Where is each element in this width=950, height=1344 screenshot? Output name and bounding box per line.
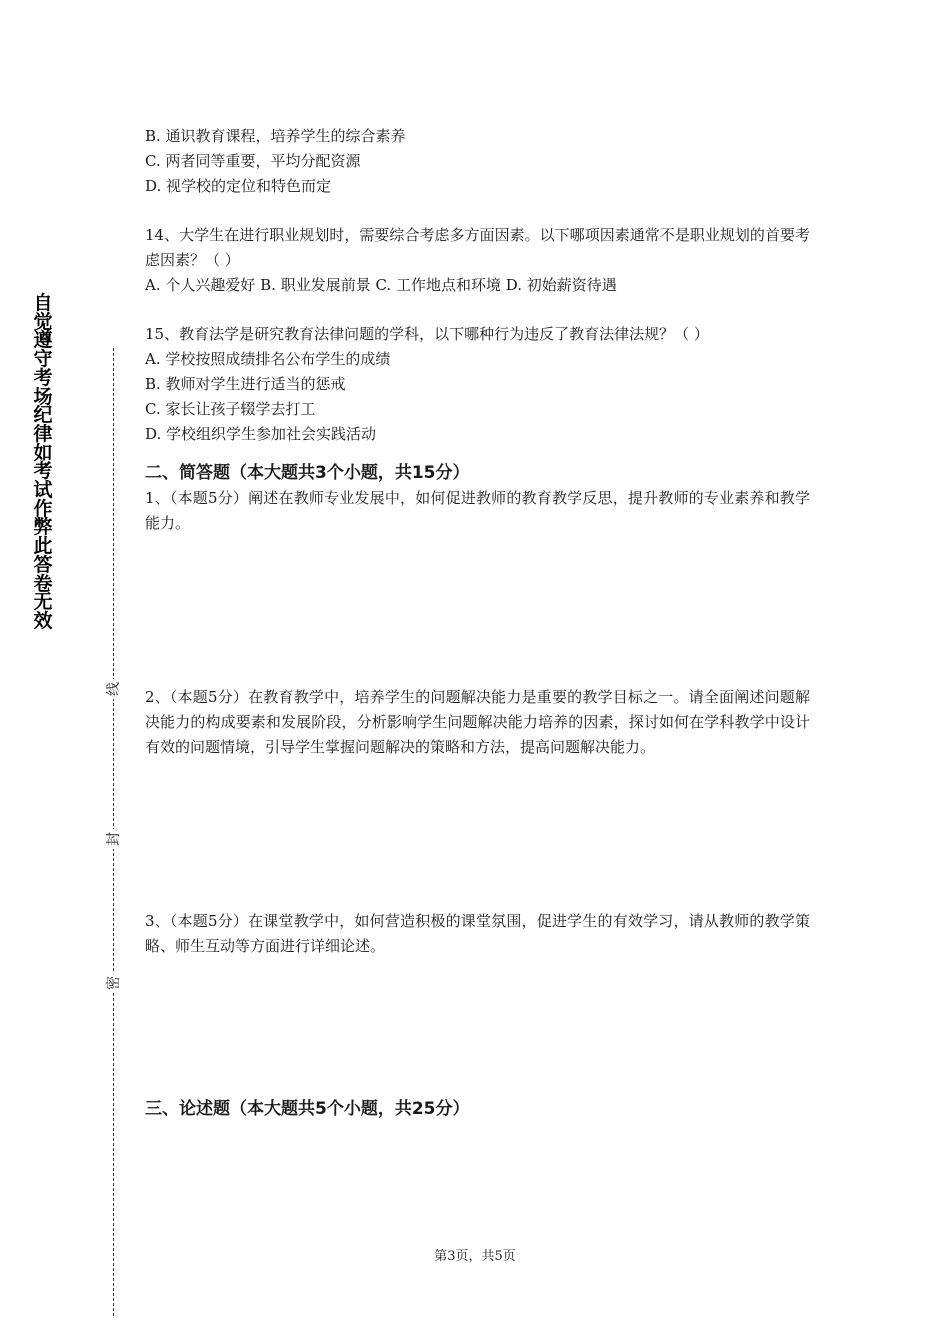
seal-label-line: 线 <box>103 679 125 699</box>
q15-option-c: C. 家长让孩子辍学去打工 <box>145 400 316 418</box>
seal-label-seal: 封 <box>103 829 125 849</box>
exam-discipline-warning: 自觉遵守考场纪律如考试作弊此答卷无效 <box>33 292 53 632</box>
short-answer-question-1: 1、（本题5分）阐述在教师专业发展中，如何促进教师的教育教学反思，提升教师的专业素养和教学能力。 <box>145 489 810 532</box>
seal-label-secret: 密 <box>103 973 125 993</box>
exam-content <box>145 124 810 1122</box>
q13-option-b: B. 通识教育课程，培养学生的综合素养 <box>145 127 406 145</box>
q14-stem: 14、大学生在进行职业规划时，需要综合考虑多方面因素。以下哪项因素通常不是职业规划的首要考虑因素？（ ） <box>145 226 810 269</box>
answer-space-2 <box>145 760 810 909</box>
page-number: 第3页，共5页 <box>434 1249 516 1264</box>
answer-space-3 <box>145 959 810 1083</box>
q15-option-d: D. 学校组织学生参加社会实践活动 <box>145 425 377 443</box>
short-answer-question-3: 3、（本题5分）在课堂教学中，如何营造积极的课堂氛围，促进学生的有效学习，请从教师的教学策略、师生互动等方面进行详细论述。 <box>145 912 810 955</box>
q13-option-c: C. 两者同等重要，平均分配资源 <box>145 152 361 170</box>
section-2-title: 二、简答题（本大题共3个小题，共15分） <box>145 463 470 483</box>
short-answer-question-2: 2、（本题5分）在教育教学中，培养学生的问题解决能力是重要的教学目标之一。请全面阐述问题解决能力的构成要素和发展阶段，分析影响学生问题解决能力培养的因素，探讨如何在学科教学中设计有效的问题情境，引导学生掌握问题解决的策略和方法，提高问题解决能力。 <box>145 688 810 756</box>
q15-option-b: B. 教师对学生进行适当的惩戒 <box>145 375 346 393</box>
q15-option-a: A. 学校按照成绩排名公布学生的成绩 <box>145 350 391 368</box>
q13-option-d: D. 视学校的定位和特色而定 <box>145 177 332 195</box>
section-3-title: 三、论述题（本大题共5个小题，共25分） <box>145 1099 470 1119</box>
answer-space-1 <box>145 536 810 685</box>
q14-options: A. 个人兴趣爱好 B. 职业发展前景 C. 工作地点和环境 D. 初始薪资待遇 <box>145 276 617 294</box>
q15-stem: 15、教育法学是研究教育法律问题的学科，以下哪种行为违反了教育法律法规？（ ） <box>145 325 709 343</box>
